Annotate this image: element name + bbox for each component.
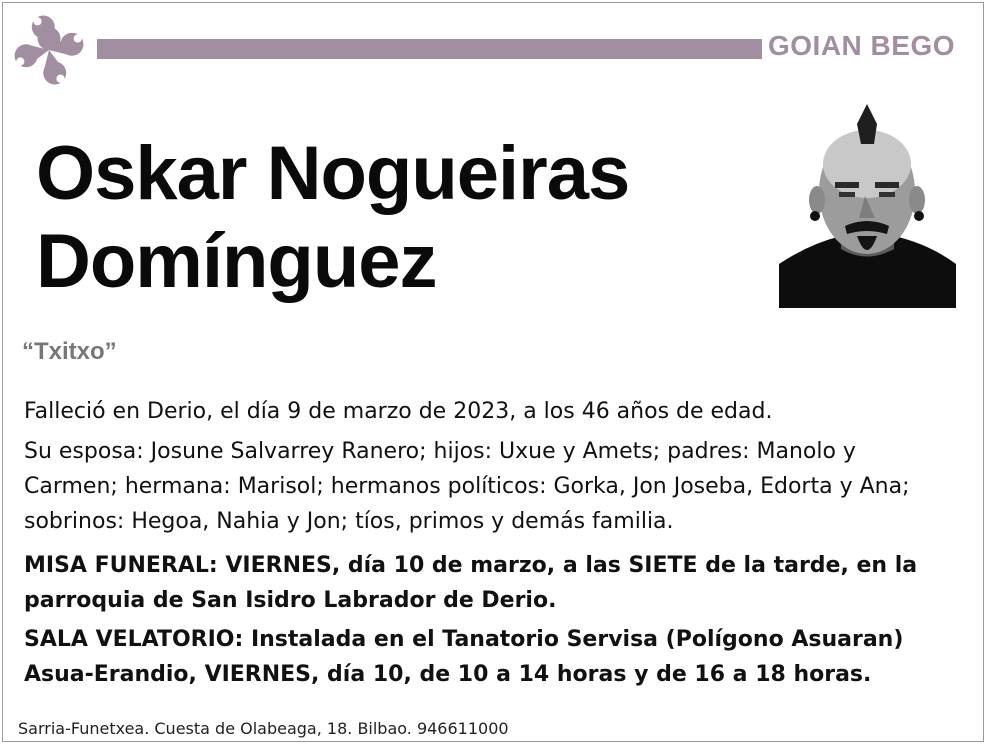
- header-label: GOIAN BEGO: [768, 30, 956, 61]
- funeral-home-footer: Sarria-Funetxea. Cuesta de Olabeaga, 18. Bilbao. 946611000: [18, 719, 509, 738]
- death-notice: Falleció en Derio, el día 9 de marzo de 2023, a los 46 años de edad.: [24, 399, 773, 424]
- family-list: Su esposa: Josune Salvarrey Ranero; hijos: Uxue y Amets; padres: Manolo y Carmen; hermana: Marisol; hermanos políticos: Gorka, Jon Joseba, Edorta y Ana; sobrinos: Hegoa, Nahia y Jon; tíos, primos y demás familia.: [24, 439, 910, 534]
- funeral-mass: MISA FUNERAL: VIERNES, día 10 de marzo, a las SIETE de la tarde, en la parroquia de San Isidro Labrador de Derio.: [24, 553, 918, 613]
- header-bar: [97, 39, 762, 59]
- name-line-1: Oskar Nogueiras: [36, 131, 630, 216]
- portrait-photo: [779, 104, 956, 308]
- wake-room: SALA VELATORIO: Instalada en el Tanatorio Servisa (Polígono Asuaran) Asua-Erandio, VIERNES, día 10, de 10 a 14 horas y de 16 a 18 horas.: [24, 627, 904, 687]
- nickname: “Txitxo”: [22, 338, 117, 365]
- name-line-2: Domínguez: [36, 219, 437, 304]
- lauburu-icon: [8, 9, 90, 91]
- deceased-name: [36, 130, 756, 306]
